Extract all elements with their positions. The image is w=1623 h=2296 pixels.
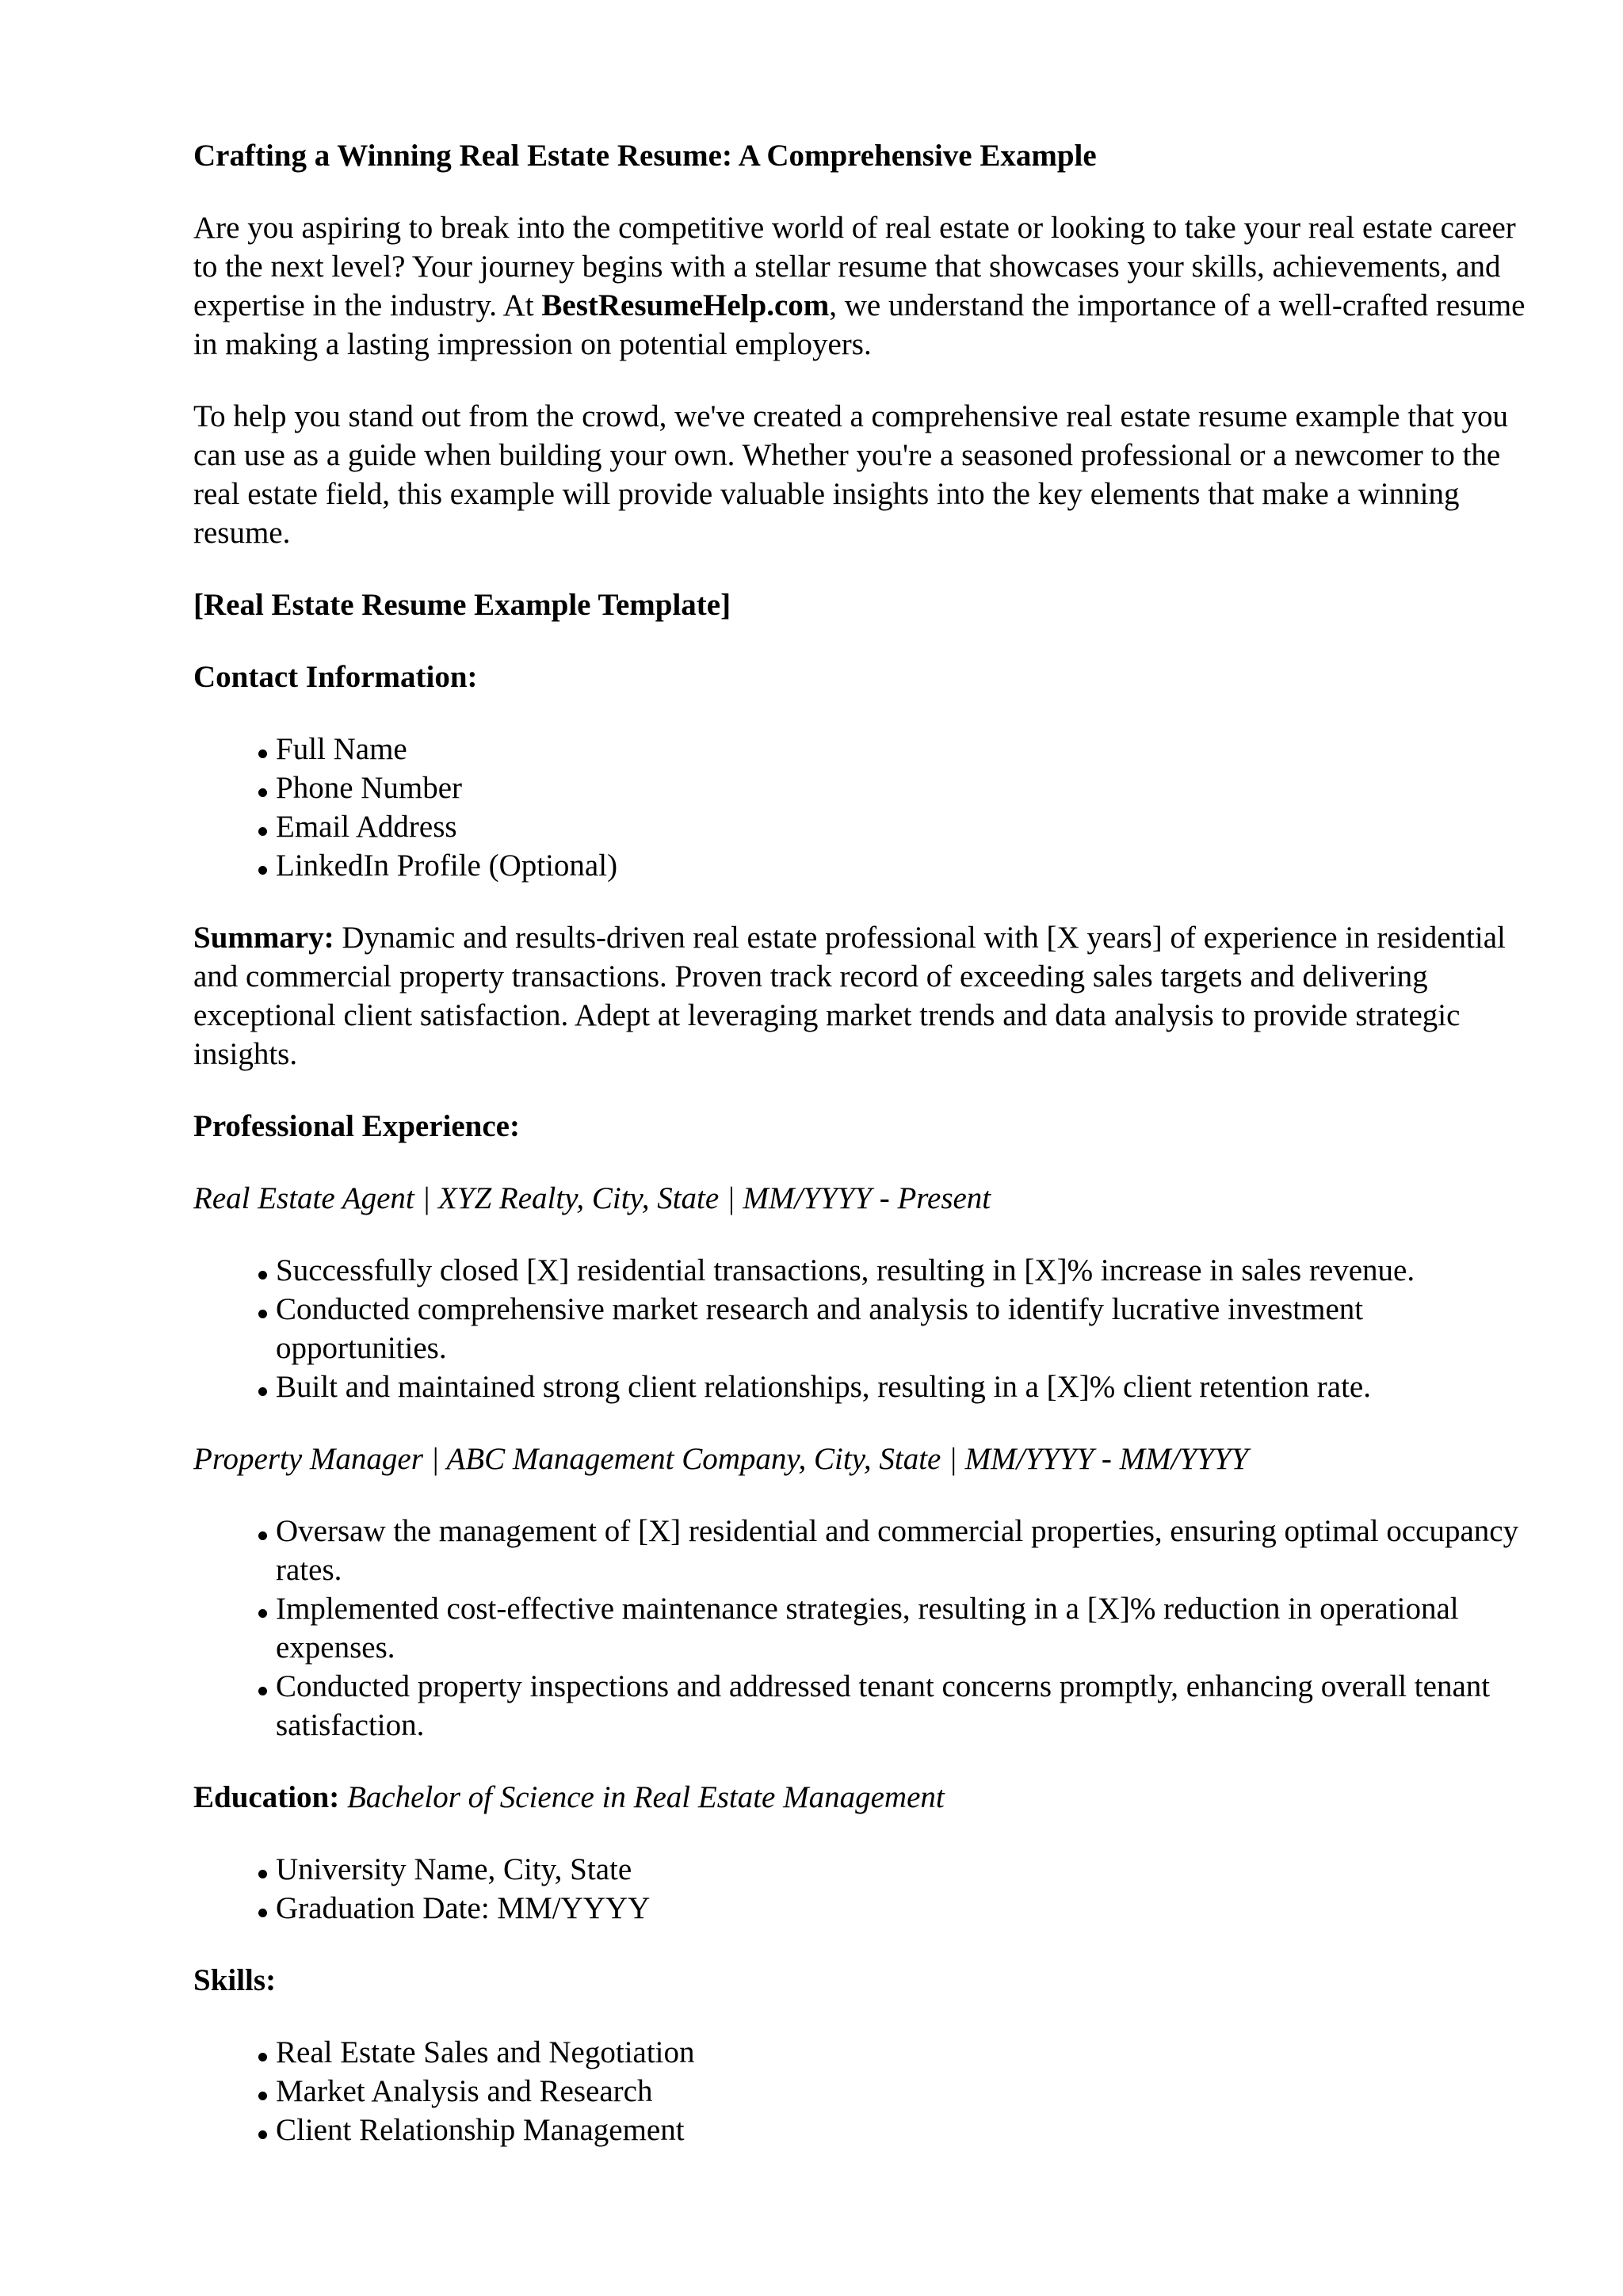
list-item: Email Address (276, 807, 1528, 846)
intro-text-end: , we understand the importance of a well-crafted resume in making a lasting impression on potential employers. (193, 288, 1526, 361)
education-degree: Bachelor of Science in Real Estate Management (346, 1780, 945, 1814)
contact-heading: Contact Information: (193, 660, 478, 694)
list-item: Client Relationship Management (276, 2111, 1528, 2149)
list-item: Conducted comprehensive market research and analysis to identify lucrative investment opportunities. (276, 1290, 1528, 1367)
job-2-bullets (193, 1512, 1528, 1745)
list-item: Built and maintained strong client relationships, resulting in a [X]% client retention rate. (276, 1367, 1528, 1406)
list-item: Implemented cost-effective maintenance strategies, resulting in a [X]% reduction in operational expenses. (276, 1589, 1528, 1667)
list-item: University Name, City, State (276, 1850, 1528, 1889)
list-item: LinkedIn Profile (Optional) (276, 846, 1528, 885)
education-list (193, 1850, 1528, 1928)
summary-text: Dynamic and results-driven real estate professional with [X years] of experience in residential and commercial property transactions. Proven track record of exceeding sales targets and delivering exceptional client satisfaction. Adept at leveraging market trends and data analysis to provide strategic insights. (193, 921, 1506, 1071)
job-title-1: Real Estate Agent | XYZ Realty, City, State | MM/YYYY - Present (193, 1181, 991, 1215)
intro-paragraph (193, 208, 1528, 364)
intro-text-start: Are you aspiring to break into the competitive world of real estate or looking to take your real estate career to the next level? Your journey begins with a stellar resume that showcases your skills, achievements, and expertise in the industry. At (193, 211, 1516, 322)
summary-paragraph (193, 918, 1528, 1074)
summary-label: Summary: (193, 921, 334, 955)
list-item: Graduation Date: MM/YYYY (276, 1889, 1528, 1928)
list-item: Full Name (276, 730, 1528, 769)
site-link[interactable]: BestResumeHelp.com (541, 288, 830, 322)
contact-list (193, 730, 1528, 885)
education-label: Education: (193, 1780, 340, 1814)
experience-heading: Professional Experience: (193, 1109, 520, 1143)
list-item: Market Analysis and Research (276, 2072, 1528, 2111)
list-item: Real Estate Sales and Negotiation (276, 2033, 1528, 2072)
list-item: Phone Number (276, 769, 1528, 807)
template-heading: [Real Estate Resume Example Template] (193, 588, 731, 622)
list-item: Successfully closed [X] residential transactions, resulting in [X]% increase in sales revenue. (276, 1251, 1528, 1290)
guide-paragraph: To help you stand out from the crowd, we've created a comprehensive real estate resume example that you can use as a guide when building your own. Whether you're a seasoned professional or a newcomer to the real estate field, this example will provide valuable insights into the key elements that make a winning resume. (193, 399, 1509, 550)
list-item: Oversaw the management of [X] residential and commercial properties, ensuring optimal occupancy rates. (276, 1512, 1528, 1589)
job-title-2: Property Manager | ABC Management Company, City, State | MM/YYYY - MM/YYYY (193, 1442, 1249, 1476)
job-1-bullets (193, 1251, 1528, 1406)
skills-list (193, 2033, 1528, 2149)
document-title: Crafting a Winning Real Estate Resume: A Comprehensive Example (193, 139, 1097, 173)
list-item: Conducted property inspections and addressed tenant concerns promptly, enhancing overall tenant satisfaction. (276, 1667, 1528, 1745)
education-line (193, 1778, 1528, 1817)
skills-heading: Skills: (193, 1963, 277, 1997)
